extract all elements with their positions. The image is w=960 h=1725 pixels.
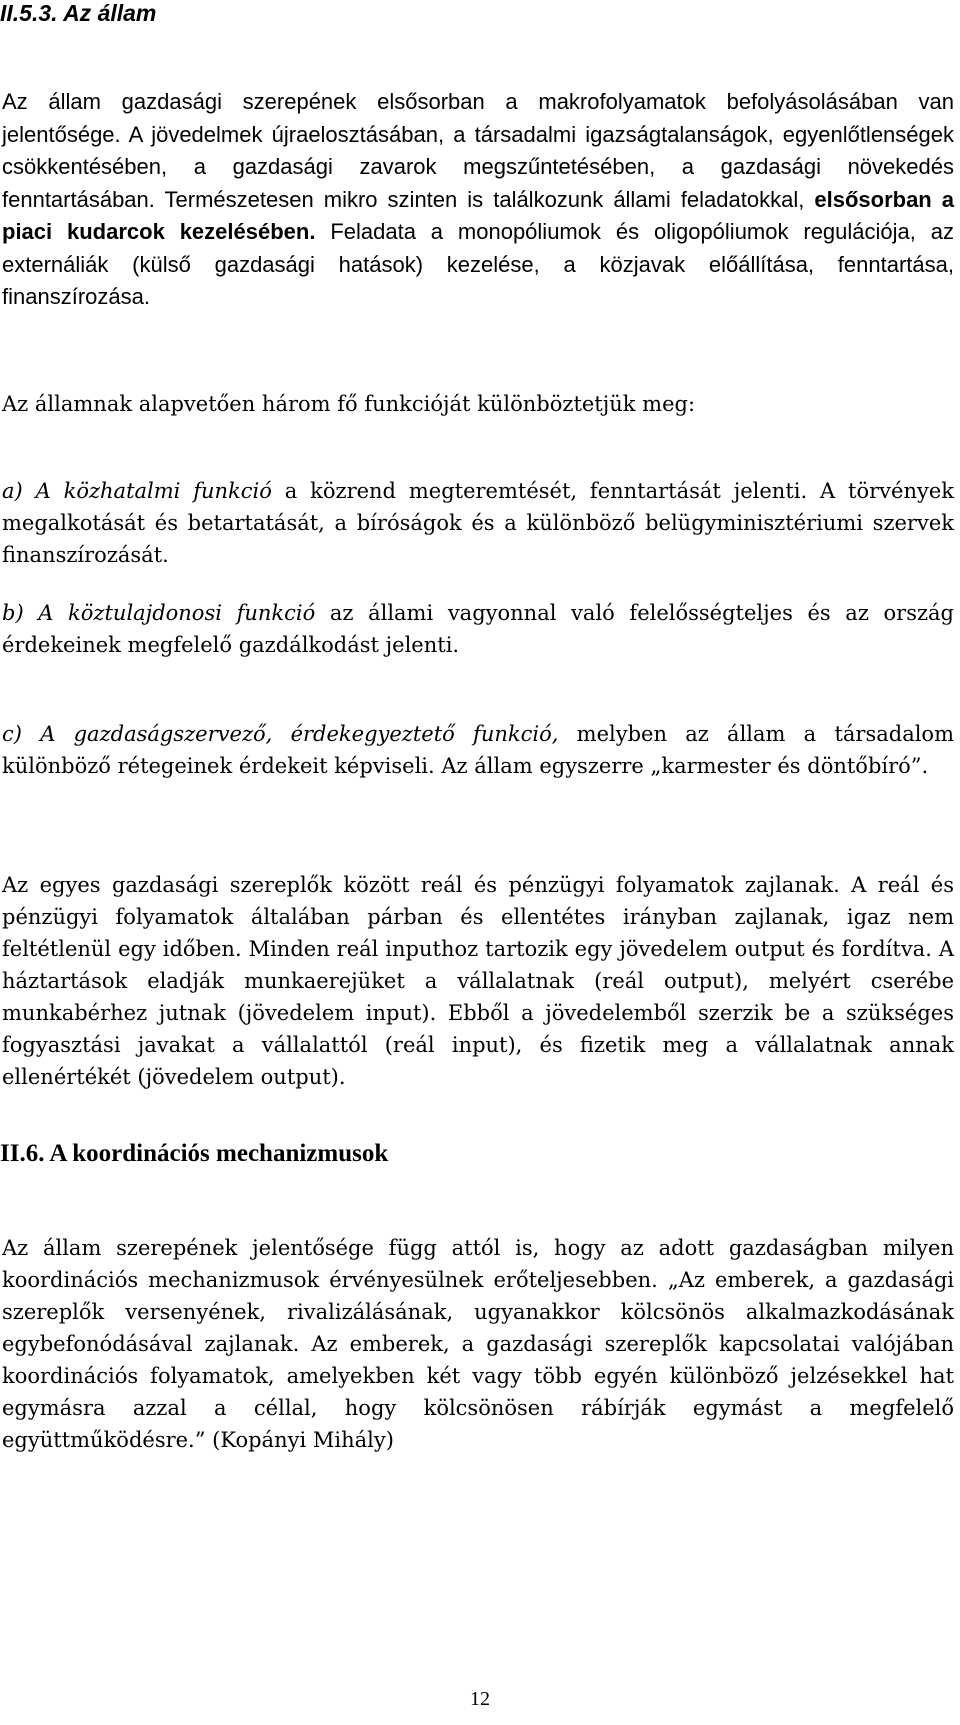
page-number: 12	[470, 1688, 490, 1710]
paragraph-text: a közrend megteremtését, fenntartását jelenti. A törvények megalkotását és betartatását, a bíróságok és a különböző belügyminisztériumi szervek finanszírozását.	[2, 479, 954, 567]
paragraph-function-c	[2, 718, 954, 782]
paragraph-flows: Az egyes gazdasági szereplők között reál és pénzügyi folyamatok zajlanak. A reál és pénzügyi folyamatok általában párban és ellentétes irányban zajlanak, igaz nem feltétlenül egy időben. Minden reál inputhoz tartozik egy jövedelem output és fordítva. A háztartások eladják munkaerejüket a vállalatnak (reál output), melyért cserébe munkabérhez jutnak (jövedelem input). Ebből a jövedelemből szerzik be a szükséges fogyasztási javakat a vállalattól (reál input), és fizetik meg a vállalatnak annak ellenértékét (jövedelem output).	[2, 873, 954, 1089]
paragraph-function-b	[2, 597, 954, 661]
function-title: a) A közhatalmi funkció	[2, 479, 272, 503]
paragraph-function-a	[2, 475, 954, 571]
paragraph-state-role	[2, 86, 954, 314]
function-title: b) A köztulajdonosi funkció	[2, 601, 316, 625]
paragraph-text: az állami vagyonnal való felelősségteljes és az ország érdekeinek megfelelő gazdálkodást jelenti.	[2, 601, 955, 657]
section-heading-coordination: II.6. A koordinációs mechanizmusok	[0, 1140, 389, 1167]
paragraph-text: Feladata a monopóliumok és oligopóliumok regulációja, az externáliák (külső gazdasági hatások) kezelése, a közjavak előállítása, fenntartása, finanszírozása.	[2, 219, 954, 309]
paragraph-coordination: Az állam szerepének jelentősége függ attól is, hogy az adott gazdaságban milyen koordinációs mechanizmusok érvényesülnek erőteljesebben. „Az emberek, a gazdasági szereplők versenyének, rivalizálásának, ugyanakkor kölcsönös alkalmazkodásának egybefonódásával zajlanak. Az emberek, a gazdasági szereplők kapcsolatai valójában koordinációs folyamatok, amelyekben két vagy több egyén különböző jelzésekkel hat egymásra azzal a céllal, hogy kölcsönösen rábírják egymást a megfelelő együttműködésre.” (Kopányi Mihály)	[2, 1236, 954, 1452]
function-title: c) A gazdaságszervező, érdekegyeztető funkció,	[2, 722, 559, 746]
paragraph-text: mikro szinten is találkozunk állami feladatokkal,	[323, 186, 815, 212]
paragraph-functions-intro: Az államnak alapvetően három fő funkcióját különböztetjük meg:	[2, 392, 696, 416]
section-heading: II.5.3. Az állam	[0, 0, 157, 26]
paragraph-text: melyben az állam a társadalom különböző rétegeinek érdekeit képviseli. Az állam egyszerre „karmester és döntőbíró”.	[2, 722, 954, 778]
emphasis-text: elsősorban a piaci kudarcok kezelésében.	[2, 186, 955, 244]
paragraph-text: Az állam gazdasági szerepének elsősorban a makrofolyamatok befolyásolásában van jelentősége. A jövedelmek újraelosztásában, a társadalmi igazságtalanságok, egyenlőtlenségek csökkentésében, a gazdasági zavarok megszűntetésében, a gazdasági növekedés fenntartásában. Természetesen	[2, 89, 954, 212]
